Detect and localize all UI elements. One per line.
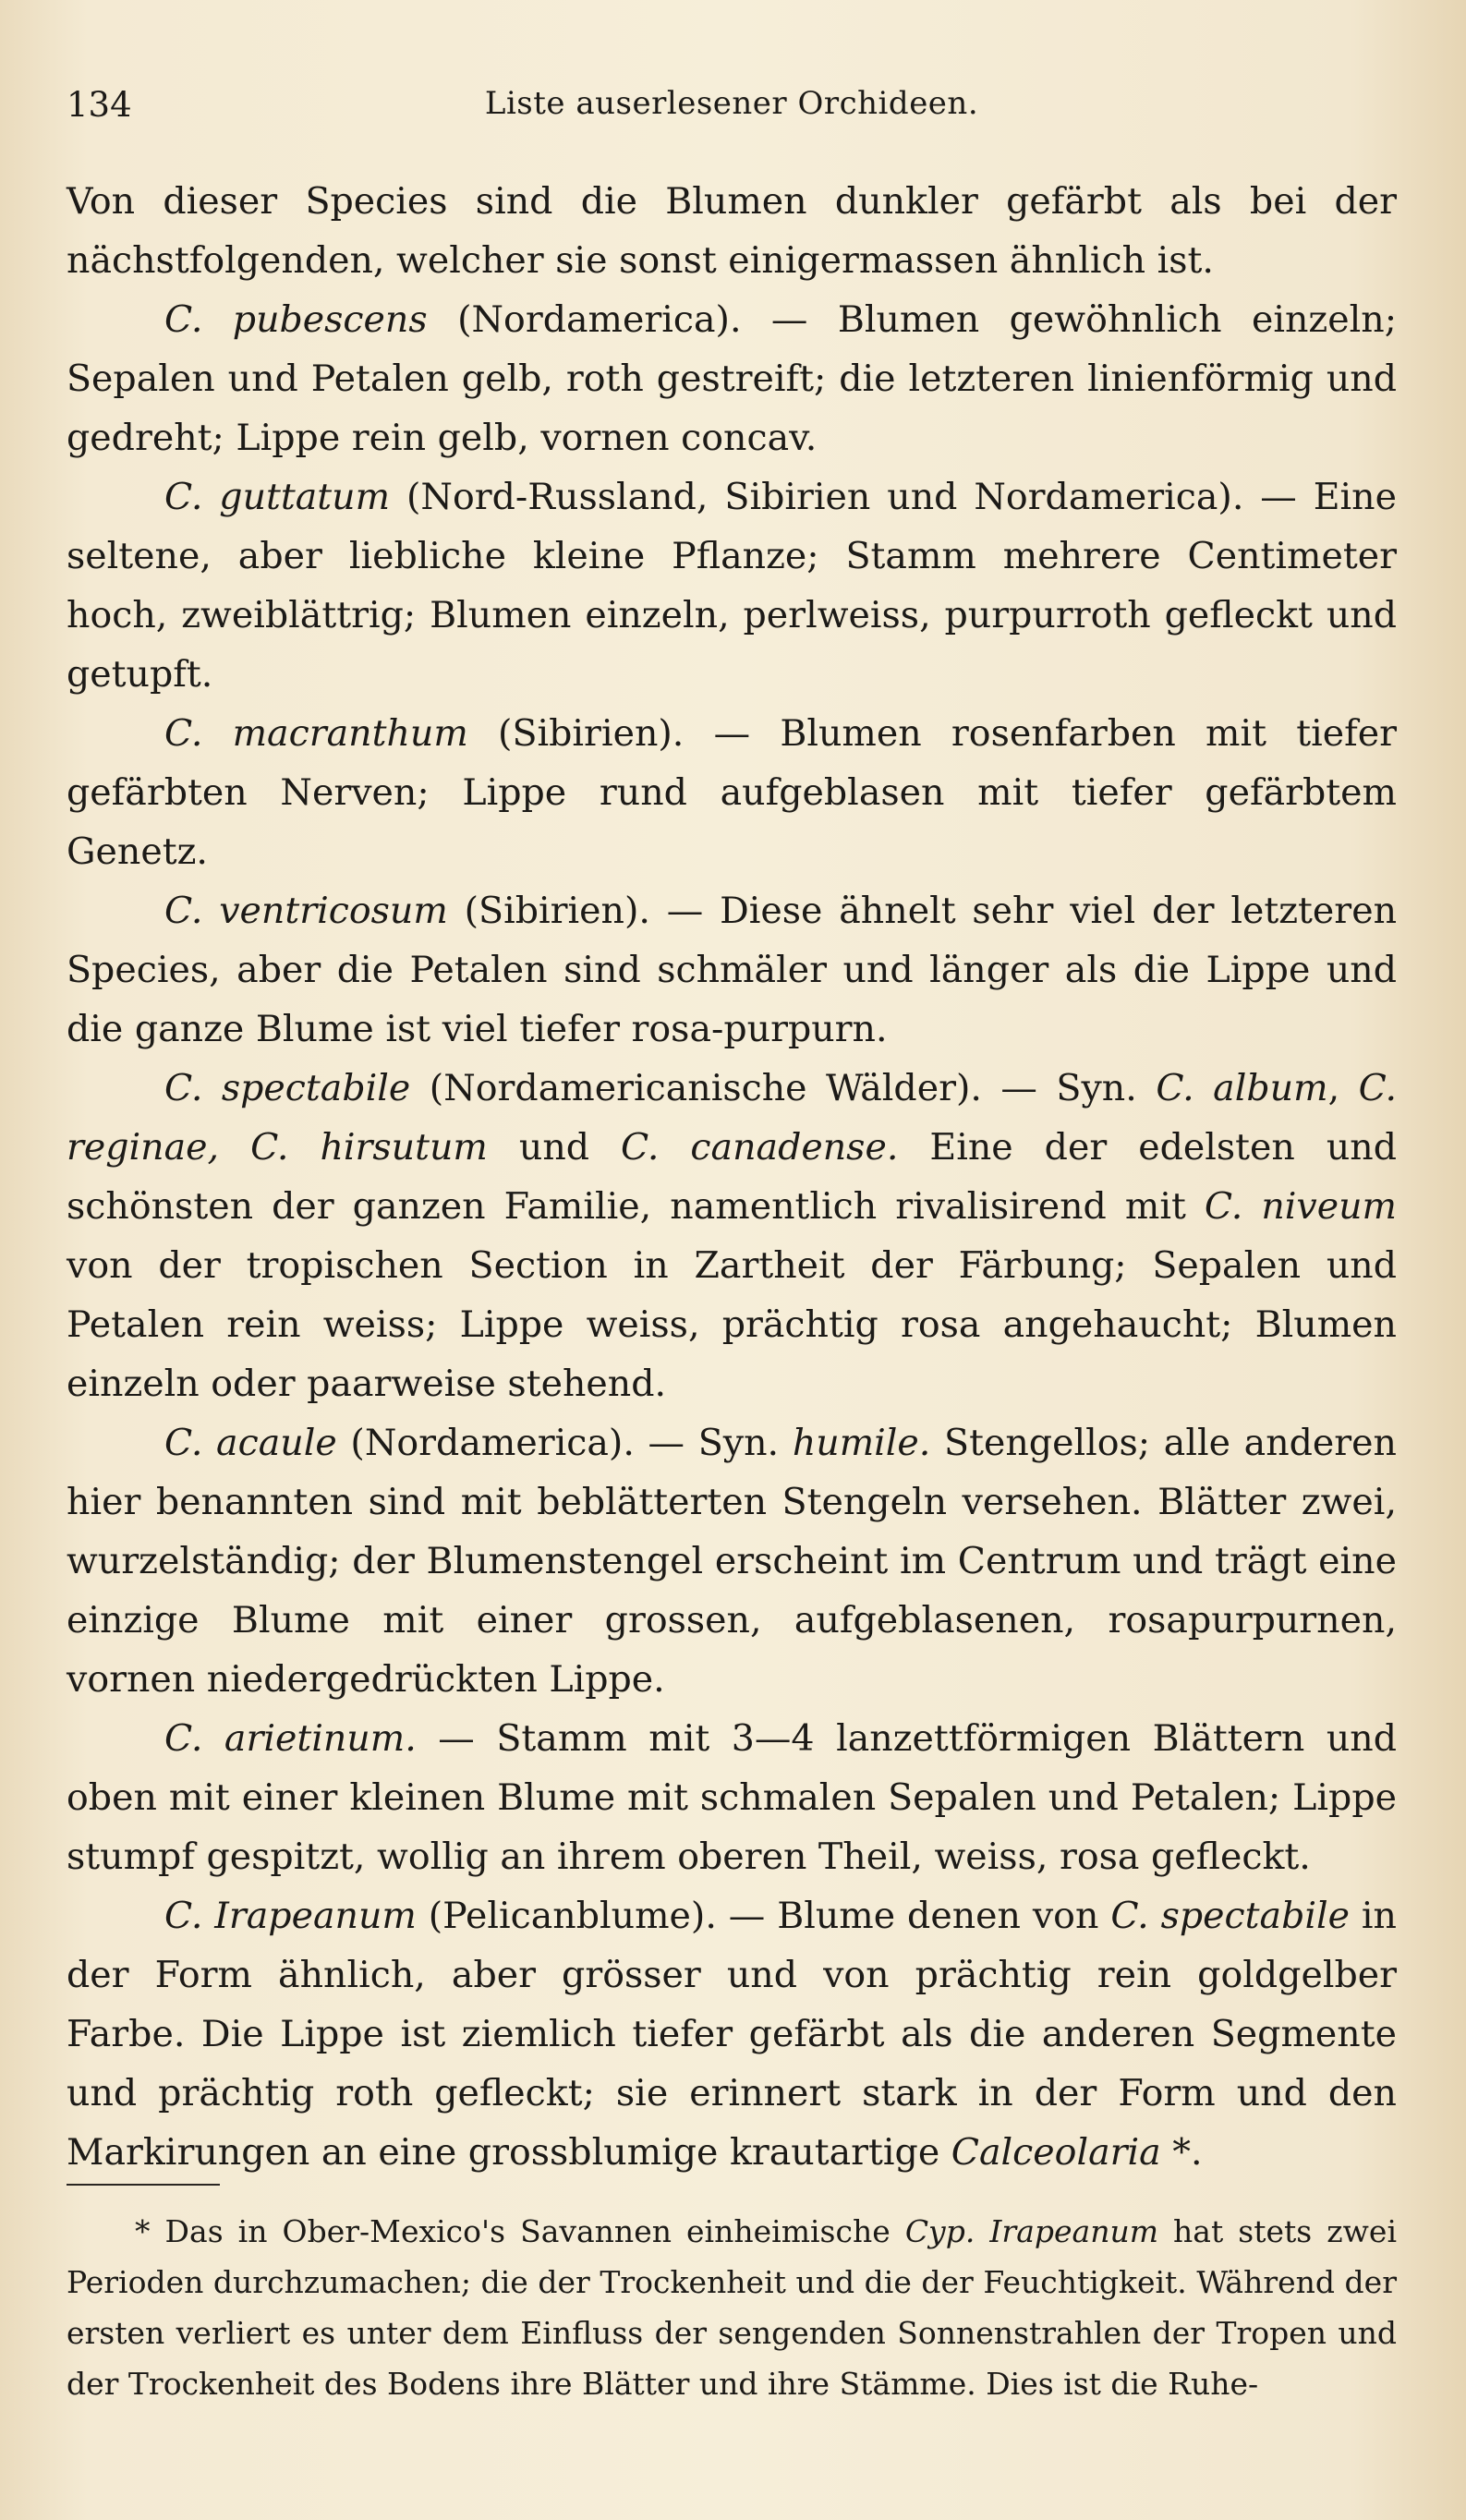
synonym-name: C. canadense. — [621, 1126, 899, 1169]
entry-text: (Nordamerica). — Blumen gewöhnlich einzeln; Sepalen und Petalen gelb, roth gestreift; die letzteren linienförmig und gedreht; Lippe rein gelb, vornen concav. — [67, 298, 1397, 459]
entry-ventricosum — [67, 881, 1397, 1059]
reference-name: C. niveum — [1204, 1185, 1397, 1228]
entry-text: in der Form ähnlich, aber grösser und von prächtig rein goldgelber Farbe. Die Lippe ist ziemlich tiefer gefärbt als die anderen Segmente und prächtig roth gefleckt; sie erinnert stark in der Form und den Markirungen an eine grossblumige krautartige — [67, 1895, 1397, 2174]
entry-text: (Pelicanblume). — Blume denen von — [416, 1895, 1111, 1937]
entry-macranthum — [67, 704, 1397, 881]
species-name: C. pubescens — [164, 298, 428, 341]
reference-name: Calceolaria — [951, 2131, 1161, 2174]
entry-text: (Nord-Russland, Sibirien und Nordamerica). — Eine seltene, aber liebliche kleine Pflanze; Stamm mehrere Centimeter hoch, zweiblättrig; Blumen einzeln, perlweiss, purpurroth gefleckt und getupft. — [67, 476, 1398, 696]
footnote-paragraph — [67, 2206, 1397, 2409]
entry-guttatum — [67, 467, 1397, 704]
entry-text: Stengellos; alle anderen hier benannten sind mit beblätterten Stengeln versehen. Blätter zwei, wurzelständig; der Blumenstengel erscheint im Centrum und trägt eine einzige Blume mit einer grossen, aufgeblasenen, rosapurpurnen, vornen niedergedrückten Lippe. — [67, 1422, 1397, 1701]
species-name: C. guttatum — [164, 476, 391, 518]
entry-acaule — [67, 1413, 1397, 1709]
entry-pubescens — [67, 290, 1397, 467]
footnote-text: * Das in Ober-Mexico's Savannen einheimische — [135, 2213, 905, 2249]
entry-text: von der tropischen Section in Zartheit der Färbung; Sepalen und Petalen rein weiss; Lippe weiss, prächtig rosa angehaucht; Blumen einzeln oder paarweise stehend. — [67, 1244, 1397, 1405]
intro-paragraph: Von dieser Species sind die Blumen dunkler gefärbt als bei der nächstfolgenden, welcher sie sonst einigermassen ähnlich ist. — [67, 180, 1397, 282]
species-name: C. acaule — [164, 1422, 337, 1464]
page-number: 134 — [67, 85, 132, 125]
entry-text: Eine der edelsten und schönsten der ganzen Familie, namentlich rivalisirend mit — [67, 1126, 1397, 1228]
footnote — [67, 2206, 1397, 2409]
species-name: C. ventricosum — [164, 890, 448, 932]
synonym-name: C. reginae, C. hirsutum — [67, 1067, 1397, 1169]
entry-text: (Nordamericanische Wälder). — Syn. — [410, 1067, 1157, 1109]
species-name: C. macranthum — [164, 712, 468, 755]
reference-name: C. spectabile — [1110, 1895, 1350, 1937]
running-title: Liste auserlesener Orchideen. — [484, 85, 979, 122]
entry-text: (Sibirien). — Blumen rosenfarben mit tiefer gefärbten Nerven; Lippe rund aufgeblasen mit tiefer gefärbtem Genetz. — [67, 712, 1397, 873]
footnote-divider — [67, 2184, 220, 2186]
entry-irapeanum — [67, 1886, 1397, 2182]
footnote-marker: *. — [1160, 2131, 1203, 2174]
main-text — [67, 172, 1397, 2182]
page-header — [67, 85, 1397, 140]
species-name: C. spectabile — [164, 1067, 411, 1109]
entry-text: (Nordamerica). — Syn. — [336, 1422, 793, 1464]
synonym-name: humile. — [792, 1422, 931, 1464]
entry-text: und — [487, 1126, 622, 1169]
entry-spectabile — [67, 1059, 1397, 1413]
entry-arietinum — [67, 1709, 1397, 1886]
entry-text: (Sibirien). — Diese ähnelt sehr viel der letzteren Species, aber die Petalen sind schmäler und länger als die Lippe und die ganze Blume ist viel tiefer rosa-purpurn. — [67, 890, 1398, 1050]
species-name: Cyp. Irapeanum — [904, 2213, 1158, 2249]
species-name: C. arietinum. — [164, 1717, 417, 1760]
footnote-text: hat stets zwei Perioden durchzumachen; die der Trockenheit und die der Feuchtigkeit. Während der ersten verliert es unter dem Einfluss der sengenden Sonnenstrahlen der Tropen und der Trockenheit des Bodens ihre Blätter und ihre Stämme. Dies ist die Ruhe- — [67, 2213, 1398, 2402]
entry-text: , — [1327, 1067, 1359, 1109]
species-name: C. Irapeanum — [164, 1895, 417, 1937]
synonym-name: C. album — [1156, 1067, 1328, 1109]
entry-text: — Stamm mit 3—4 lanzettförmigen Blättern und oben mit einer kleinen Blume mit schmalen Sepalen und Petalen; Lippe stumpf gespitzt, wollig an ihrem oberen Theil, weiss, rosa gefleckt. — [67, 1717, 1397, 1878]
